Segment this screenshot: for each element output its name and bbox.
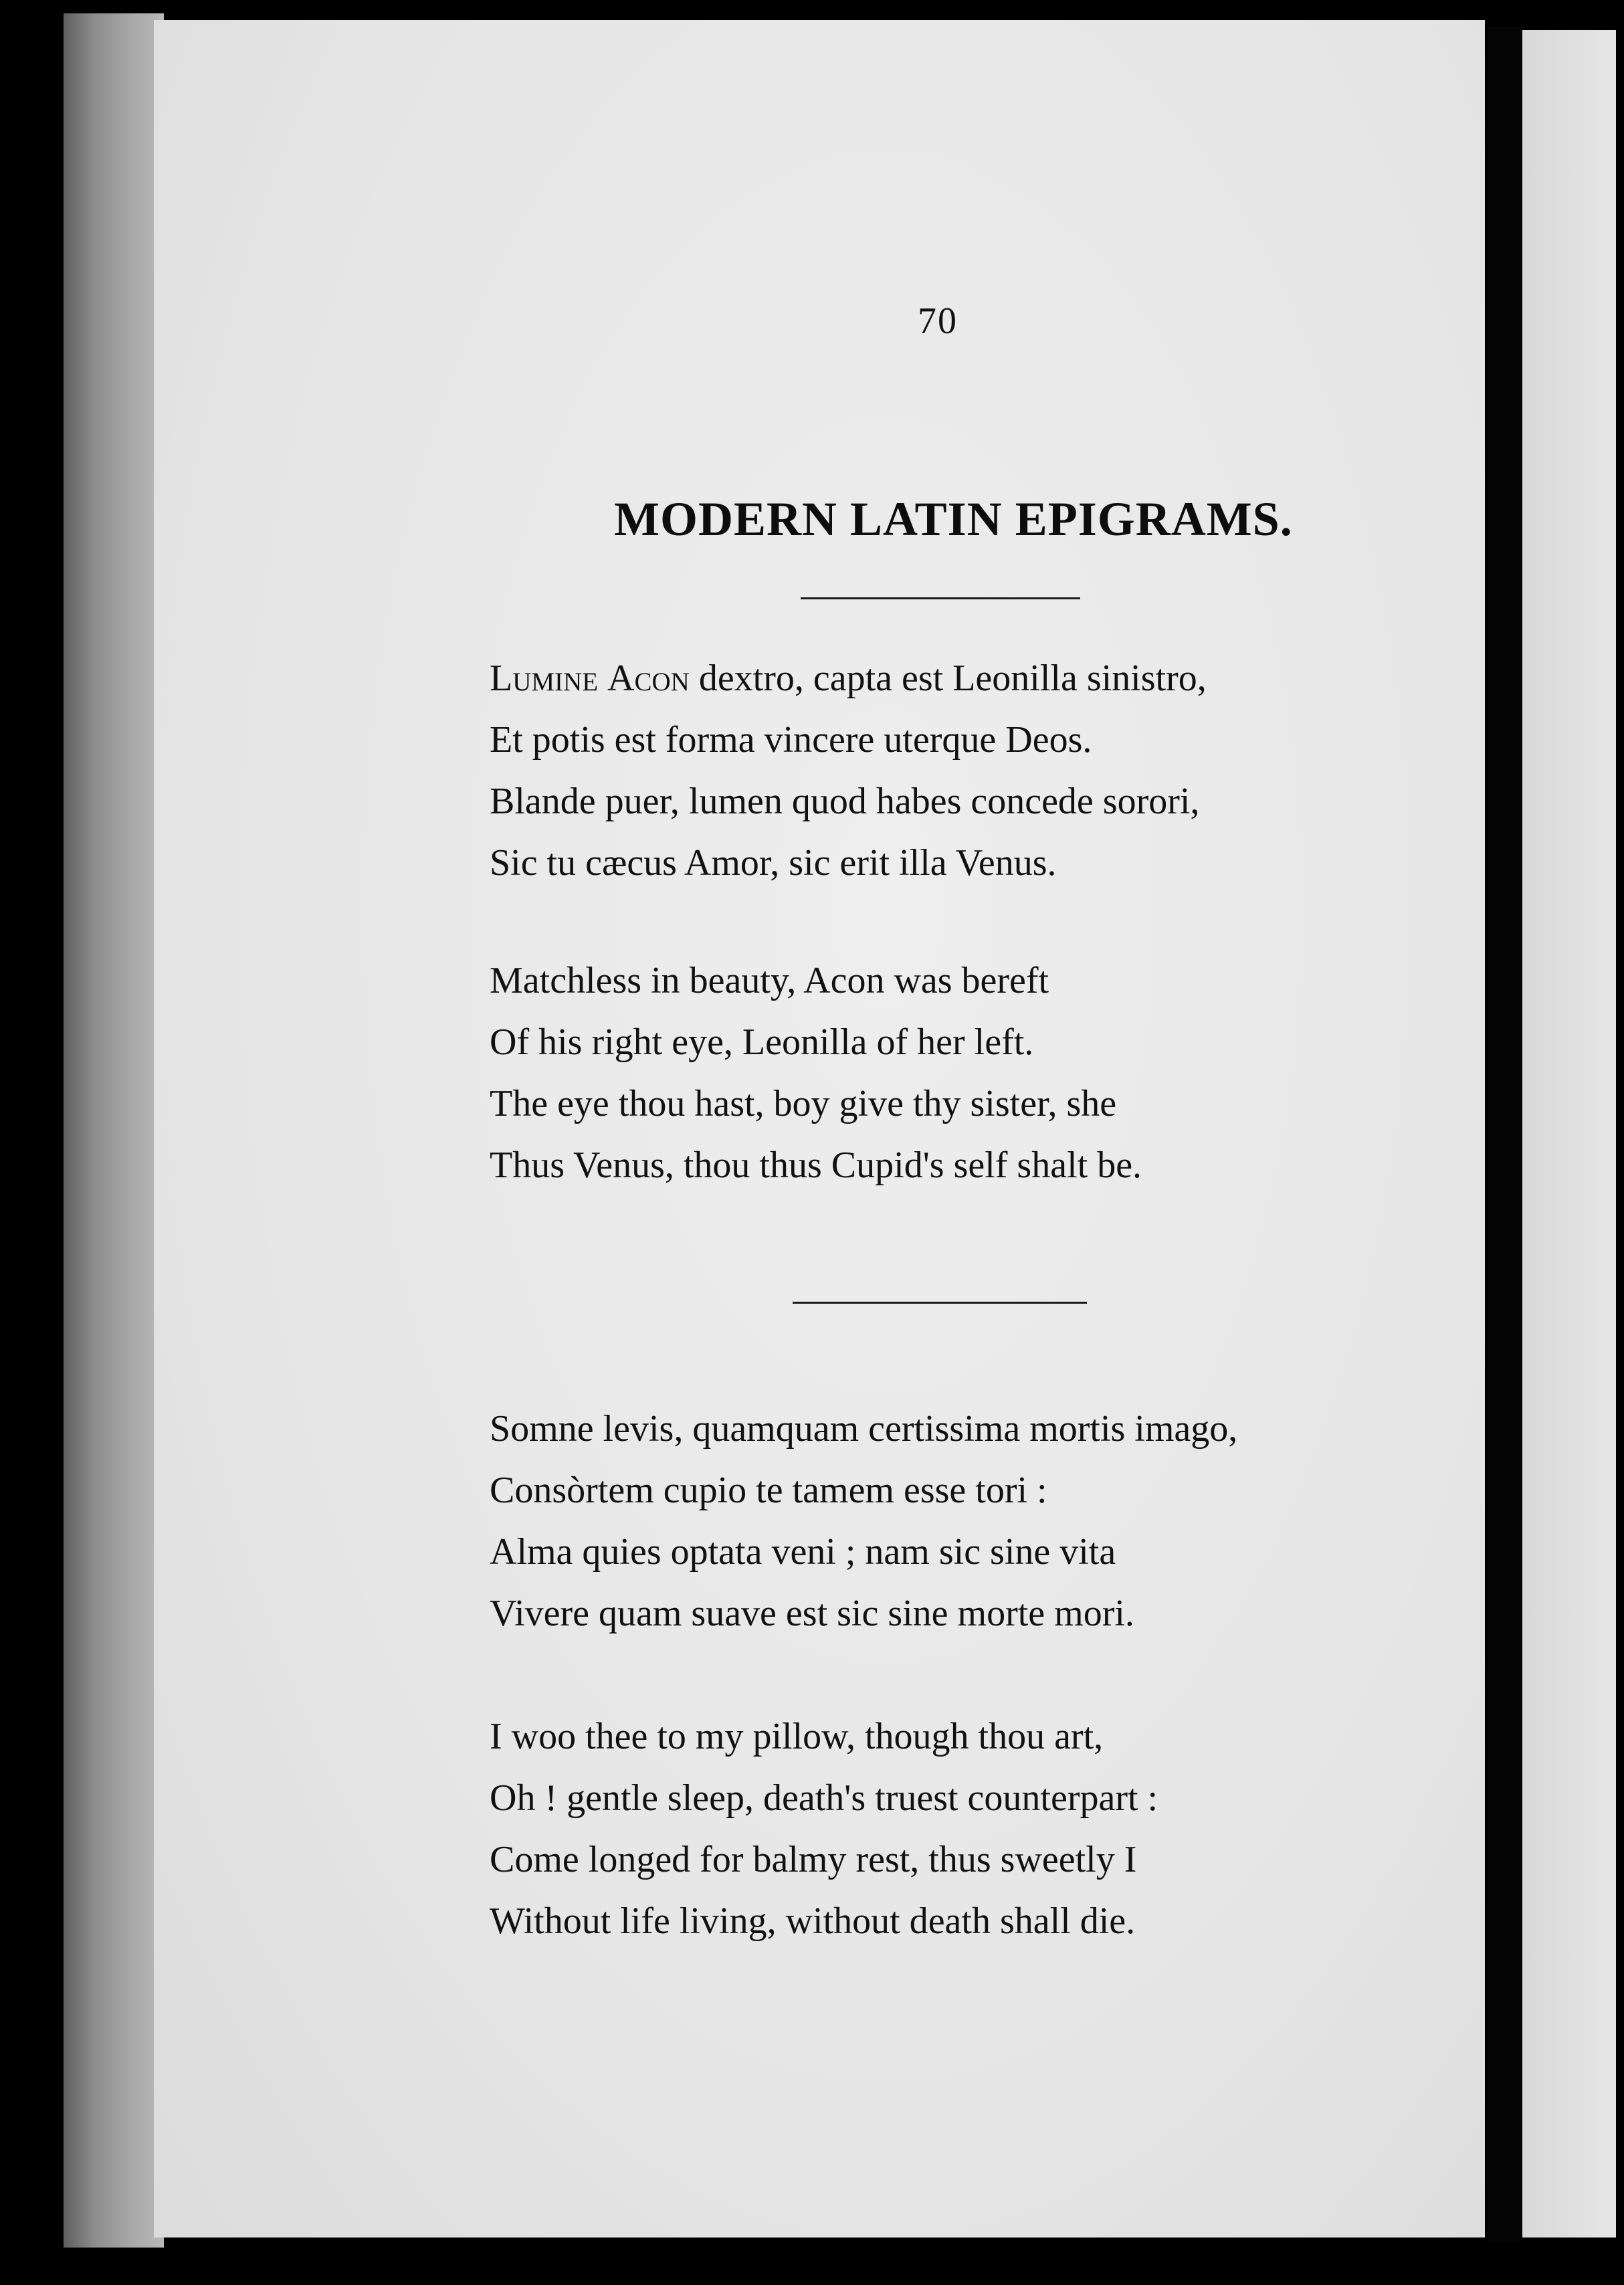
page-gutter: [1488, 27, 1522, 2241]
epigram-1-english: [490, 950, 1142, 1196]
verse-line: Without life living, without death shall die.: [490, 1900, 1136, 1942]
epigram-2-english: [490, 1706, 1158, 1952]
epigram-1-latin: [490, 648, 1207, 894]
verse-line: Matchless in beauty, Acon was bereft: [490, 960, 1049, 1001]
verse-text: dextro, capta est Leonilla sinistro,: [689, 658, 1207, 699]
verse-line: Oh ! gentle sleep, death's truest counterpart :: [490, 1777, 1158, 1819]
verse-line: Sic tu cæcus Amor, sic erit illa Venus.: [490, 842, 1057, 884]
section-divider-rule: [793, 1302, 1087, 1304]
book-spine-edge: [64, 13, 164, 2248]
verse-line: Alma quies optata veni ; nam sic sine vita: [490, 1531, 1116, 1573]
verse-line: The eye thou hast, boy give thy sister, she: [490, 1083, 1117, 1124]
facing-page-edge: [1522, 30, 1616, 2238]
epigram-2-latin: [490, 1398, 1237, 1644]
small-caps-word: Lumine: [490, 658, 599, 699]
verse-line: Blande puer, lumen quod habes concede sorori,: [490, 781, 1200, 822]
small-caps-word: Acon: [607, 658, 690, 699]
title-rule: [801, 597, 1080, 599]
verse-line: Thus Venus, thou thus Cupid's self shalt be.: [490, 1145, 1142, 1186]
verse-line: [490, 648, 1207, 709]
verse-line: I woo thee to my pillow, though thou art,: [490, 1716, 1104, 1757]
page-title: MODERN LATIN EPIGRAMS.: [614, 492, 1293, 546]
verse-line: Of his right eye, Leonilla of her left.: [490, 1021, 1034, 1063]
verse-line: Vivere quam suave est sic sine morte mori.: [490, 1593, 1134, 1634]
verse-line: Somne levis, quamquam certissima mortis imago,: [490, 1408, 1238, 1450]
verse-line: Et potis est forma vincere uterque Deos.: [490, 719, 1092, 761]
page-number: 70: [918, 300, 958, 342]
verse-line: Come longed for balmy rest, thus sweetly I: [490, 1839, 1137, 1880]
verse-line: Consòrtem cupio te tamem esse tori :: [490, 1470, 1047, 1511]
